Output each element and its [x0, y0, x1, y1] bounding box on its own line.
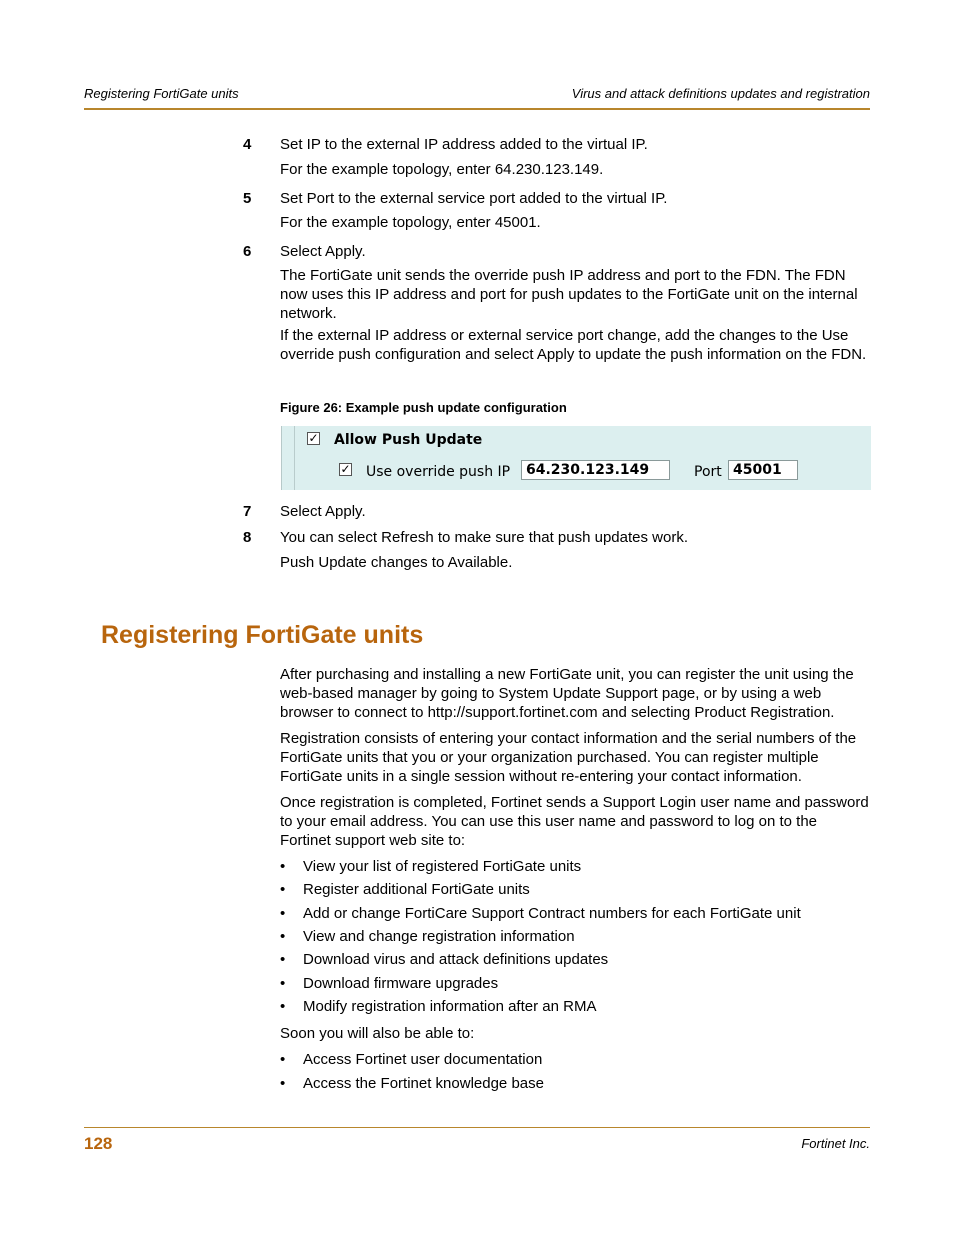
bullet-glyph: •	[280, 1051, 286, 1068]
footer-rule	[84, 1127, 870, 1128]
step-4-detail: For the example topology, enter 64.230.123.149.	[280, 161, 604, 178]
running-header-right: Virus and attack definitions updates and registration	[571, 86, 870, 101]
step-text: Set Port to the external service port added to the virtual IP.	[280, 190, 668, 207]
step-text: Set IP to the external IP address added to the virtual IP.	[280, 136, 648, 153]
list-item-text: Download virus and attack definitions updates	[303, 951, 609, 968]
list-item-text: Modify registration information after an RMA	[303, 998, 597, 1015]
page-number: 128	[84, 1134, 113, 1153]
use-override-push-label: Use override push IP	[366, 464, 511, 480]
step-number: 6	[243, 243, 252, 260]
step-6-para-1: The FortiGate unit sends the override push IP address and port to the FDN. The FDN now uses this IP address and port for push updates to the FortiGate unit on the internal network.	[280, 267, 858, 322]
step-number: 8	[243, 529, 252, 546]
push-update-panel	[281, 426, 871, 490]
figure-caption: Figure 26: Example push update configuration	[280, 400, 567, 415]
bullet-glyph: •	[280, 975, 286, 992]
step-text: Select Apply.	[280, 243, 366, 260]
bullet-glyph: •	[280, 1075, 286, 1092]
step-number: 4	[243, 136, 252, 153]
use-override-push-checkbox[interactable]: ✓	[340, 462, 351, 476]
list-item-text: Access the Fortinet knowledge base	[303, 1075, 544, 1092]
bullet-glyph: •	[280, 998, 286, 1015]
step-text: You can select Refresh to make sure that push updates work.	[280, 529, 689, 546]
section-para-2: Registration consists of entering your contact information and the serial numbers of the FortiGate units that you or your organization purchased. You can register multiple FortiGate units in a single session without re-entering your contact information.	[280, 730, 857, 785]
bullet-glyph: •	[280, 928, 286, 945]
list-item-text: Add or change FortiCare Support Contract numbers for each FortiGate unit	[303, 905, 801, 922]
footer-company: Fortinet Inc.	[801, 1136, 870, 1151]
port-input[interactable]: 45001	[728, 460, 798, 480]
header-rule	[84, 108, 870, 110]
step-8-detail: Push Update changes to Available.	[280, 554, 513, 571]
step-number: 5	[243, 190, 252, 207]
bullet-glyph: •	[280, 951, 286, 968]
list-item-text: Access Fortinet user documentation	[303, 1051, 543, 1068]
bullet-glyph: •	[280, 881, 286, 898]
section-title: Registering FortiGate units	[101, 621, 424, 649]
allow-push-update-label: Allow Push Update	[334, 432, 483, 448]
list-item-text: View your list of registered FortiGate units	[303, 858, 582, 875]
soon-intro: Soon you will also be able to:	[280, 1025, 475, 1042]
section-para-1: After purchasing and installing a new FortiGate unit, you can register the unit using the web-based manager by going to System Update Support page, or by using a web browser to connect to http://support.fortinet.com and selecting Product Registration.	[280, 666, 854, 721]
port-label: Port	[694, 464, 722, 480]
bullet-glyph: •	[280, 858, 286, 875]
step-5-detail: For the example topology, enter 45001.	[280, 214, 541, 231]
override-ip-input[interactable]: 64.230.123.149	[521, 460, 670, 480]
panel-indent-line	[294, 426, 295, 490]
step-text: Select Apply.	[280, 503, 366, 520]
running-header-left: Registering FortiGate units	[84, 86, 239, 101]
bullet-glyph: •	[280, 905, 286, 922]
list-item-text: Register additional FortiGate units	[303, 881, 530, 898]
allow-push-update-checkbox[interactable]: ✓	[308, 431, 319, 445]
step-6-para-2: If the external IP address or external service port change, add the changes to the Use override push configuration and select Apply to update the push information on the FDN.	[280, 327, 867, 363]
list-item-text: Download firmware upgrades	[303, 975, 499, 992]
list-item-text: View and change registration information	[303, 928, 575, 945]
section-para-3: Once registration is completed, Fortinet sends a Support Login user name and password to your email address. You can use this user name and password to log on to the Fortinet support web site to:	[280, 794, 869, 849]
step-number: 7	[243, 503, 252, 520]
